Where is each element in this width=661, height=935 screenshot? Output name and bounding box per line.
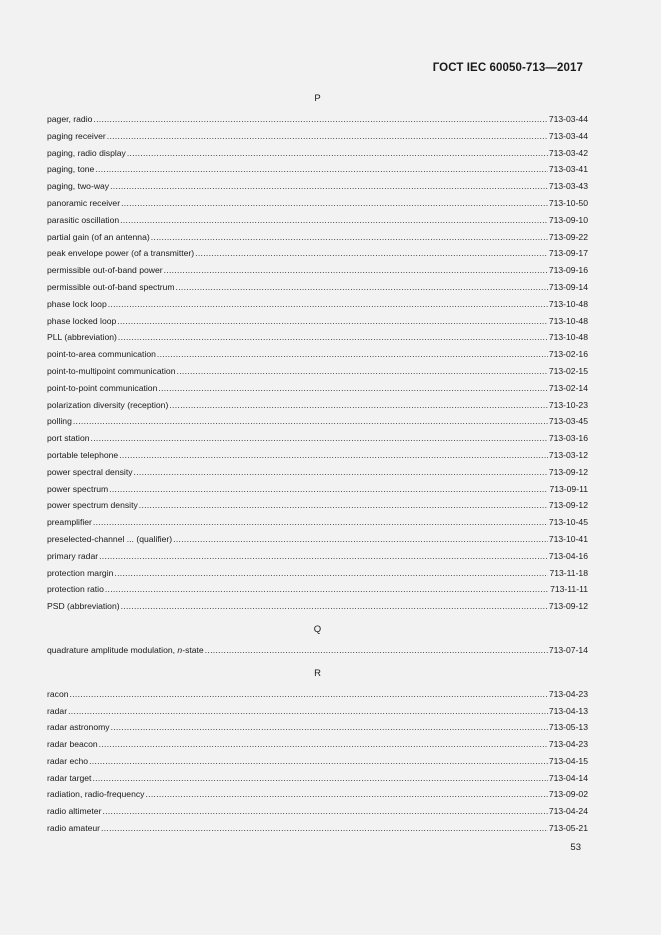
term-reference: 713-10-41 — [548, 533, 588, 544]
term-reference: 713-02-15 — [548, 365, 588, 376]
term-reference: 713-10-45 — [548, 517, 588, 528]
dot-leader — [169, 397, 547, 414]
dot-leader — [121, 598, 548, 615]
term-reference: 713-03-12 — [548, 449, 588, 460]
dot-leader — [164, 262, 548, 279]
index-term — [47, 548, 98, 565]
dot-leader — [68, 703, 548, 720]
term-suffix: -state — [182, 644, 204, 655]
index-term — [47, 481, 108, 498]
index-entry — [47, 481, 588, 498]
index-entry — [47, 145, 588, 162]
index-term — [47, 736, 98, 753]
index-term — [47, 753, 88, 770]
dot-leader — [89, 753, 548, 770]
index-entry — [47, 296, 588, 313]
dot-leader — [93, 111, 547, 128]
term-text: radar — [47, 705, 68, 716]
term-text: point-to-multipoint communication — [47, 365, 176, 376]
term-text: point-to-area communication — [47, 349, 156, 360]
term-text: radar beacon — [47, 739, 98, 750]
term-text: polarization diversity (reception) — [47, 399, 169, 410]
index-entry — [47, 346, 588, 363]
term-reference: 713-09-16 — [548, 265, 588, 276]
index-term — [47, 803, 101, 820]
index-term — [47, 279, 175, 296]
index-entry — [47, 430, 588, 447]
index-entry — [47, 313, 588, 330]
index-section-r — [47, 665, 588, 837]
dot-leader — [101, 820, 548, 837]
term-text: primary radar — [47, 550, 99, 561]
term-text: radio amateur — [47, 823, 101, 834]
term-text: paging, tone — [47, 164, 95, 175]
index-entry — [47, 736, 588, 753]
dot-leader — [99, 736, 548, 753]
dot-leader — [195, 245, 548, 262]
term-reference: 713-03-43 — [548, 181, 588, 192]
index-term — [47, 128, 106, 145]
index-term — [47, 329, 117, 346]
index-entry — [47, 497, 588, 514]
term-reference: 713-09-12 — [548, 601, 588, 612]
dot-leader — [102, 803, 547, 820]
term-reference: 713-10-48 — [548, 298, 588, 309]
term-reference: 713-03-44 — [548, 130, 588, 141]
index-term — [47, 245, 194, 262]
index-term — [47, 514, 92, 531]
term-reference: 713-05-13 — [548, 722, 588, 733]
term-text: power spectrum — [47, 483, 109, 494]
index-entry — [47, 770, 588, 787]
index-term — [47, 397, 168, 414]
section-letter: Q — [313, 623, 322, 635]
term-reference: 713-07-14 — [548, 644, 588, 655]
term-reference: 713-02-16 — [548, 349, 588, 360]
page-number: 53 — [570, 842, 581, 853]
dot-leader — [157, 346, 548, 363]
index-term — [47, 581, 104, 598]
index-term — [47, 161, 94, 178]
term-reference: 713-11-11 — [550, 584, 588, 595]
term-text: permissible out-of-band spectrum — [47, 281, 175, 292]
dot-leader — [92, 770, 547, 787]
term-reference: 713-04-23 — [548, 739, 588, 750]
index-term — [47, 313, 116, 330]
term-reference: 713-03-41 — [548, 164, 588, 175]
index-entry — [47, 753, 588, 770]
index-entry — [47, 245, 588, 262]
dot-leader — [91, 430, 548, 447]
dot-leader — [205, 642, 548, 659]
term-reference: 713-04-23 — [548, 688, 588, 699]
index-term — [47, 195, 120, 212]
term-text: quadrature amplitude modulation, — [47, 644, 178, 655]
index-term — [47, 413, 72, 430]
dot-leader — [151, 229, 548, 246]
dot-leader — [105, 581, 549, 598]
term-text: preamplifier — [47, 517, 92, 528]
term-text: paging, radio display — [47, 147, 126, 158]
term-reference: 713-09-14 — [548, 281, 588, 292]
index-term — [47, 786, 144, 803]
section-letter: P — [314, 93, 321, 104]
term-text: portable telephone — [47, 449, 119, 460]
index-entry — [47, 548, 588, 565]
term-text: radar target — [47, 772, 92, 783]
dot-leader — [176, 279, 548, 296]
index-entry — [47, 380, 588, 397]
term-text: phase lock loop — [47, 298, 107, 309]
term-reference: 713-03-45 — [548, 416, 588, 427]
index-entry — [47, 397, 588, 414]
term-reference: 713-09-10 — [548, 214, 588, 225]
dot-leader — [173, 531, 548, 548]
index-section-q — [47, 621, 588, 659]
section-letter: R — [314, 667, 321, 679]
term-text: partial gain (of an antenna) — [47, 231, 150, 242]
dot-leader — [111, 719, 548, 736]
index-entry — [47, 531, 588, 548]
dot-leader — [120, 212, 548, 229]
term-text: power spectrum density — [47, 500, 138, 511]
index-term — [47, 703, 67, 720]
index-term — [47, 642, 204, 659]
term-text: pager, radio — [47, 114, 93, 124]
index-entry — [47, 229, 588, 246]
term-italic: n — [177, 644, 183, 655]
term-reference: 713-10-48 — [548, 315, 588, 326]
dot-leader — [109, 481, 548, 498]
dot-leader — [107, 128, 548, 145]
index-term — [47, 686, 69, 703]
index-entry — [47, 786, 588, 803]
dot-leader — [139, 497, 548, 514]
term-text: radio altimeter — [47, 806, 102, 817]
index-term — [47, 346, 156, 363]
term-text: protection margin — [47, 567, 114, 578]
index-entry — [47, 128, 588, 145]
dot-leader — [127, 145, 548, 162]
index-entry — [47, 581, 588, 598]
index-term — [47, 296, 107, 313]
index-entry — [47, 413, 588, 430]
term-reference: 713-10-48 — [548, 332, 588, 343]
term-reference: 713-04-14 — [548, 772, 588, 783]
index-sections — [47, 90, 588, 837]
dot-leader — [108, 296, 548, 313]
index-entry — [47, 111, 588, 128]
term-reference: 713-02-14 — [548, 382, 588, 393]
term-text: port station — [47, 433, 90, 444]
dot-leader — [119, 447, 548, 464]
index-term — [47, 380, 157, 397]
index-entry — [47, 803, 588, 820]
term-text: polling — [47, 416, 72, 427]
index-term — [47, 111, 92, 128]
index-entry — [47, 178, 588, 195]
index-entry — [47, 279, 588, 296]
index-term — [47, 145, 126, 162]
index-term — [47, 262, 163, 279]
index-entry — [47, 686, 588, 703]
term-reference: 713-11-18 — [549, 567, 588, 578]
index-term — [47, 178, 109, 195]
dot-leader — [121, 195, 548, 212]
term-text: paging, two-way — [47, 181, 110, 192]
term-reference: 713-09-12 — [548, 500, 588, 511]
term-reference: 713-03-44 — [548, 114, 588, 124]
term-text: parasitic oscillation — [47, 214, 120, 225]
term-text: preselected-channel ... (qualifier) — [47, 533, 173, 544]
term-reference: 713-09-11 — [549, 483, 588, 494]
term-text: racon — [47, 688, 69, 699]
index-term — [47, 820, 100, 837]
term-reference: 713-04-13 — [548, 705, 588, 716]
term-text: radar astronomy — [47, 722, 110, 733]
dot-leader — [134, 464, 548, 481]
index-entry — [47, 195, 588, 212]
index-entry — [47, 447, 588, 464]
term-text: radar echo — [47, 755, 89, 766]
dot-leader — [93, 514, 548, 531]
dot-leader — [95, 161, 548, 178]
dot-leader — [70, 686, 548, 703]
term-reference: 713-04-16 — [548, 550, 588, 561]
index-entry — [47, 565, 588, 582]
index-entry-list — [47, 642, 588, 659]
dot-leader — [114, 565, 548, 582]
term-reference: 713-09-17 — [548, 248, 588, 259]
term-text: point-to-point communication — [47, 382, 158, 393]
index-entry-list — [47, 686, 588, 837]
term-text: power spectral density — [47, 466, 133, 477]
index-entry — [47, 161, 588, 178]
index-term — [47, 229, 150, 246]
dot-leader — [117, 313, 548, 330]
term-text: peak envelope power (of a transmitter) — [47, 248, 195, 259]
index-entry — [47, 514, 588, 531]
dot-leader — [145, 786, 547, 803]
index-term — [47, 531, 172, 548]
index-term — [47, 212, 119, 229]
index-section-p — [47, 90, 588, 615]
index-entry — [47, 719, 588, 736]
index-entry — [47, 464, 588, 481]
term-text: radiation, radio-frequency — [47, 789, 145, 800]
document-header: ГОСТ IEC 60050-713—2017 — [432, 62, 583, 74]
dot-leader — [177, 363, 548, 380]
term-text: PSD (abbreviation) — [47, 601, 120, 612]
dot-leader — [99, 548, 548, 565]
term-reference: 713-04-15 — [548, 755, 588, 766]
index-entry — [47, 703, 588, 720]
index-term — [47, 464, 133, 481]
index-entry — [47, 329, 588, 346]
term-reference: 713-03-16 — [548, 433, 588, 444]
index-term — [47, 430, 90, 447]
term-text: PLL (abbreviation) — [47, 332, 117, 343]
term-text: protection ratio — [47, 584, 104, 595]
index-entry — [47, 598, 588, 615]
dot-leader — [73, 413, 548, 430]
dot-leader — [110, 178, 548, 195]
term-text: paging receiver — [47, 130, 106, 141]
term-text: permissible out-of-band power — [47, 265, 163, 276]
term-reference: 713-03-42 — [548, 147, 588, 158]
index-entry — [47, 820, 588, 837]
dot-leader — [118, 329, 548, 346]
index-term — [47, 447, 118, 464]
term-reference: 713-05-21 — [548, 823, 588, 834]
index-entry — [47, 363, 588, 380]
term-reference: 713-09-22 — [548, 231, 588, 242]
term-reference: 713-09-02 — [548, 789, 588, 800]
index-entry — [47, 262, 588, 279]
index-term — [47, 770, 91, 787]
term-text: phase locked loop — [47, 315, 117, 326]
index-term — [47, 565, 113, 582]
dot-leader — [158, 380, 547, 397]
index-term — [47, 719, 110, 736]
term-reference: 713-10-23 — [548, 399, 588, 410]
term-reference: 713-10-50 — [548, 197, 588, 208]
index-term — [47, 363, 176, 380]
index-content — [47, 90, 588, 837]
term-reference: 713-09-12 — [548, 466, 588, 477]
index-entry — [47, 212, 588, 229]
index-entry-list — [47, 111, 588, 615]
index-entry — [47, 642, 588, 659]
term-reference: 713-04-24 — [548, 806, 588, 817]
index-term — [47, 598, 120, 615]
term-text: panoramic receiver — [47, 197, 121, 208]
index-term — [47, 497, 138, 514]
